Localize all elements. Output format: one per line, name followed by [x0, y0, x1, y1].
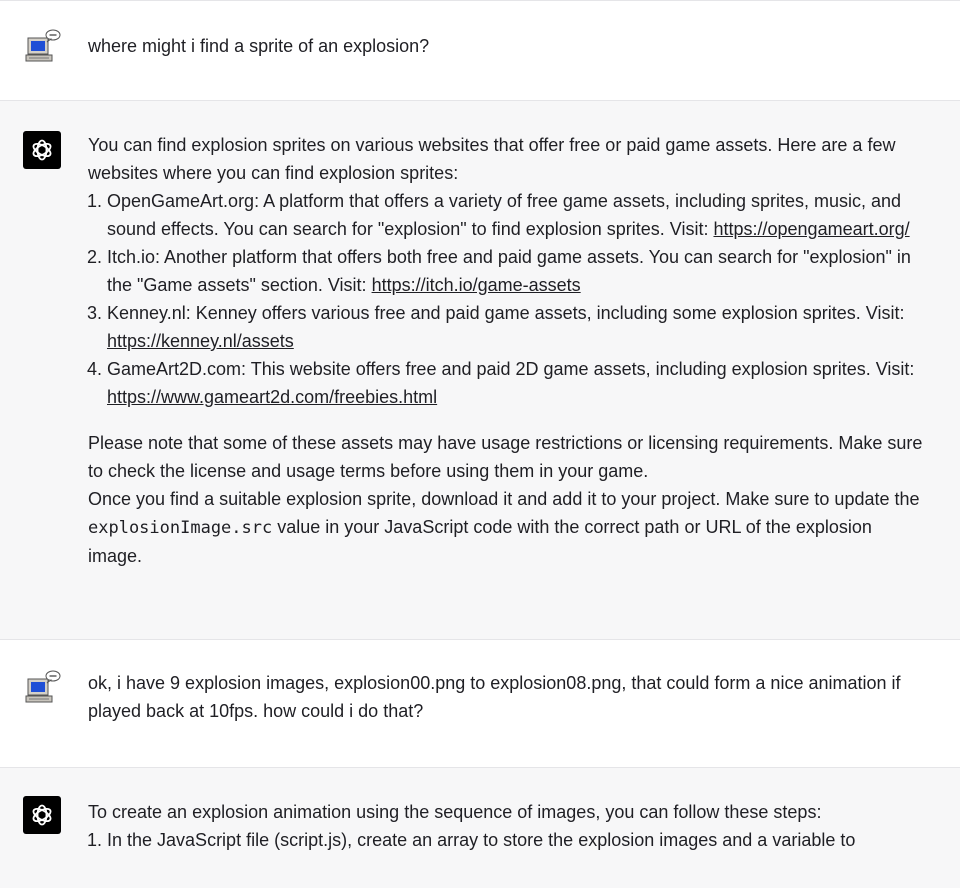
steps-list — [88, 826, 930, 854]
retro-computer-icon — [23, 27, 61, 65]
gameart2d-link[interactable]: https://www.gameart2d.com/freebies.html — [107, 387, 438, 407]
itchio-link[interactable]: https://itch.io/game-assets — [371, 275, 581, 295]
website-list — [88, 187, 930, 411]
assistant-intro: To create an explosion animation using the sequence of images, you can follow these steps: — [88, 802, 822, 822]
openai-logo-icon — [23, 131, 61, 169]
retro-computer-icon — [23, 668, 61, 706]
user-message — [0, 0, 960, 100]
user-message-text: ok, i have 9 explosion images, explosion00.png to explosion08.png, that could form a nice animation if played back at 10fps. how could i do that? — [88, 673, 901, 721]
openai-logo-icon — [23, 796, 61, 834]
opengameart-link[interactable]: https://opengameart.org/ — [713, 219, 910, 239]
kenney-link[interactable]: https://kenney.nl/assets — [107, 331, 294, 351]
assistant-intro: You can find explosion sprites on various websites that offer free or paid game assets. Here are a few websites where you can find explosion sprites: — [88, 135, 896, 183]
assistant-outro: Once you find a suitable explosion sprite, download it and add it to your project. Make sure to update the explosionImage.src value in your JavaScript code with the correct path or URL of the explosion image. — [88, 489, 920, 566]
license-note: Please note that some of these assets may have usage restrictions or licensing requirements. Make sure to check the license and usage terms before using them in your game. — [88, 433, 923, 481]
list-item: 3. Kenney.nl: Kenney offers various free and paid game assets, including some explosion sprites. Visit: https://kenney.nl/assets — [107, 299, 930, 355]
user-message-text: where might i find a sprite of an explosion? — [88, 36, 430, 56]
user-message — [0, 639, 960, 767]
list-item: 1. OpenGameArt.org: A platform that offers a variety of free game assets, including sprites, music, and sound effects. You can search for "explosion" to find explosion sprites. Visit: https://opengameart.org/ — [107, 187, 930, 243]
assistant-message — [0, 767, 960, 888]
inline-code: explosionImage.src — [88, 518, 273, 538]
list-item: 4. GameArt2D.com: This website offers free and paid 2D game assets, including explosion sprites. Visit: https://www.gameart2d.com/freebies.html — [107, 355, 930, 411]
list-item: 2. Itch.io: Another platform that offers both free and paid game assets. You can search for "explosion" in the "Game assets" section. Visit: https://itch.io/game-assets — [107, 243, 930, 299]
list-item: 1. In the JavaScript file (script.js), create an array to store the explosion images and a variable to — [107, 826, 930, 854]
assistant-message — [0, 100, 960, 639]
